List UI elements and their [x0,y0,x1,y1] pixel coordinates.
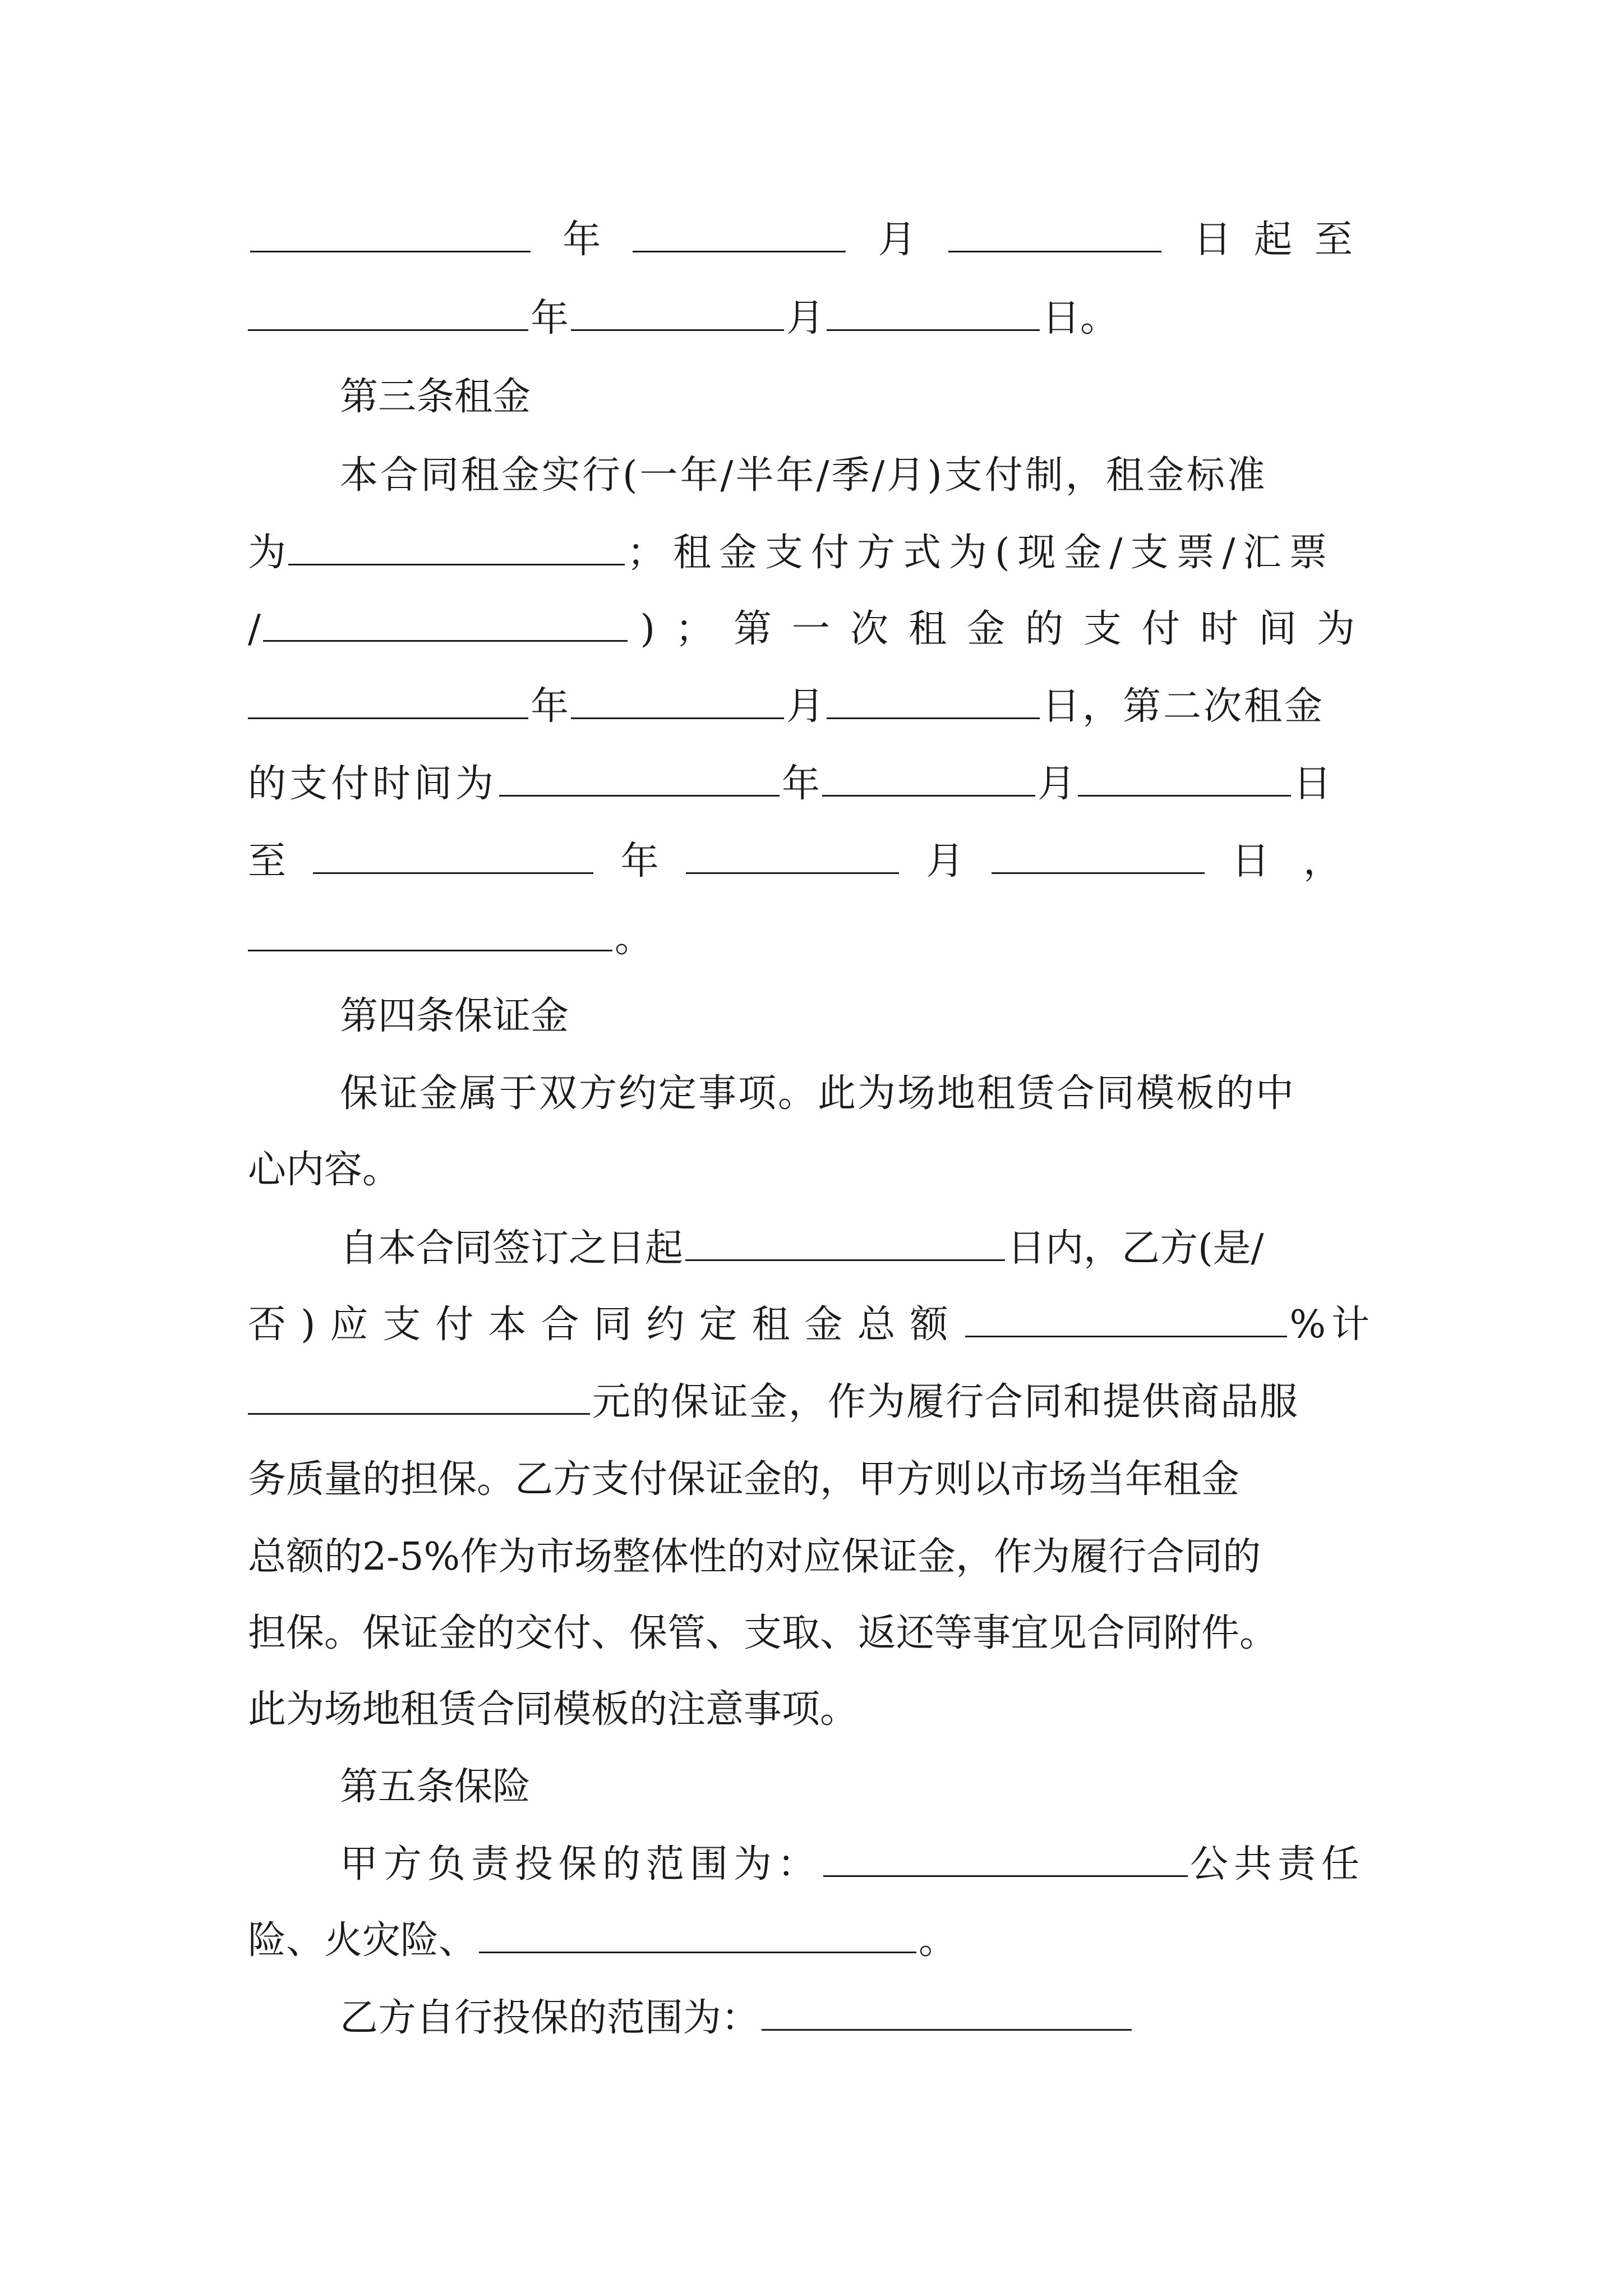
text-segment: 为 [248,531,287,575]
text-segment: 公共责任 [1190,1842,1366,1887]
paragraph-text: 担保。保证金的交付、保管、支取、返还等事宜见合同附件。 [248,1611,1278,1655]
paragraph-text: 本合同租金实行(一年/半年/季/月)支付制，租金标准 [340,453,1267,498]
paragraph-text: 保证金属于双方约定事项。此为场地租赁合同模板的中 [340,1071,1296,1116]
heading-text: 第三条租金 [340,375,531,419]
text-day: 日， [1231,839,1375,884]
text-segment: 险、火灾险、 [248,1918,477,1963]
text-segment: 至 [248,839,287,884]
month-blank[interactable] [571,295,784,331]
month-blank[interactable] [633,216,846,252]
year-blank[interactable] [499,760,780,797]
contract-line [248,679,1375,735]
contract-line [340,1990,1375,2046]
text-month: 月 [1038,762,1076,806]
lessor-insurance-blank[interactable] [823,1841,1188,1877]
heading-text: 第四条保证金 [340,994,569,1038]
month-blank[interactable] [571,683,784,719]
day-blank[interactable] [992,838,1205,874]
paragraph-text: 总额的2-5%作为市场整体性的对应保证金，作为履行合同的 [248,1535,1261,1579]
contract-line [248,291,1375,347]
day-blank[interactable] [948,216,1161,252]
text-segment: / [248,607,261,651]
text-segment: 否)应支付本合同约定租金总额 [248,1303,963,1347]
paragraph-text: 务质量的担保。乙方支付保证金的，甲方则以市场当年租金 [248,1457,1240,1502]
contract-line [248,1452,1375,1508]
text-segment: 元的保证金，作为履行合同和提供商品服 [592,1380,1299,1424]
text-segment: %计 [1289,1303,1375,1347]
contract-line [248,1682,1375,1738]
text-month: 月 [926,839,965,884]
contract-line [340,1221,1375,1277]
text-segment: 自本合同签订之日起 [340,1226,684,1271]
rent-standard-blank[interactable] [288,529,625,565]
contract-line [248,525,1375,581]
text-month: 月 [878,218,916,262]
amount-blank[interactable] [248,1378,590,1415]
contract-line [248,601,1375,657]
contract-line [248,756,1375,812]
percent-blank[interactable] [965,1301,1288,1337]
section-heading-insurance [340,1759,1375,1815]
text-segment: 。 [919,1918,957,1963]
contract-line [248,834,1375,890]
heading-text: 第五条保险 [340,1765,531,1809]
contract-line [248,1913,1375,1969]
contract-line [248,212,1375,268]
lessee-insurance-blank[interactable] [762,1994,1132,2031]
contract-line [248,1605,1375,1662]
payment-method-blank[interactable] [263,605,628,642]
paragraph-text: 此为场地租赁合同模板的注意事项。 [248,1687,859,1732]
month-blank[interactable] [822,760,1035,797]
text-day: 日。 [1042,296,1119,341]
days-blank[interactable] [685,1225,1005,1261]
text-segment: )；第一次租金的支付时间为 [640,607,1375,651]
contract-line [248,1529,1375,1585]
year-blank[interactable] [313,838,593,874]
year-blank[interactable] [250,216,531,252]
text-segment: 乙方自行投保的范围为： [340,1996,760,2040]
contract-line [340,1837,1375,1893]
section-heading-rent [340,369,1375,425]
contract-line [248,911,1375,967]
text-year: 年 [620,839,659,884]
text-segment: 日内，乙方(是/ [1007,1226,1264,1271]
text-month: 月 [786,296,825,341]
text-segment: ；租金支付方式为(现金/支票/汇票 [627,531,1335,575]
insurance-other-blank[interactable] [479,1917,916,1953]
day-blank[interactable] [827,683,1040,719]
day-blank[interactable] [827,295,1040,331]
text-segment: 。 [615,917,653,961]
year-blank[interactable] [248,683,528,719]
text-year: 年 [531,684,569,729]
text-month: 月 [786,684,825,729]
contract-line [248,1142,1375,1198]
text-year: 年 [782,762,820,806]
text-day: 日 [1293,762,1332,806]
text-segment: 甲方负责投保的范围为： [340,1842,822,1887]
text-segment: 的支付时间为 [248,762,497,806]
text-segment: 日，第二次租金 [1042,684,1325,729]
month-blank[interactable] [686,838,899,874]
remark-blank[interactable] [248,915,612,951]
paragraph-text: 心内容。 [248,1148,401,1192]
contract-line [340,448,1375,504]
text-year: 年 [562,218,601,262]
section-heading-deposit [340,988,1375,1045]
contract-line [248,1374,1375,1430]
contract-line [248,1297,1375,1353]
contract-line [340,1066,1375,1122]
text-year: 年 [531,296,569,341]
text-day-from-to: 日起至 [1193,218,1375,262]
line-group [248,601,630,657]
day-blank[interactable] [1078,760,1291,797]
year-blank[interactable] [248,295,528,331]
